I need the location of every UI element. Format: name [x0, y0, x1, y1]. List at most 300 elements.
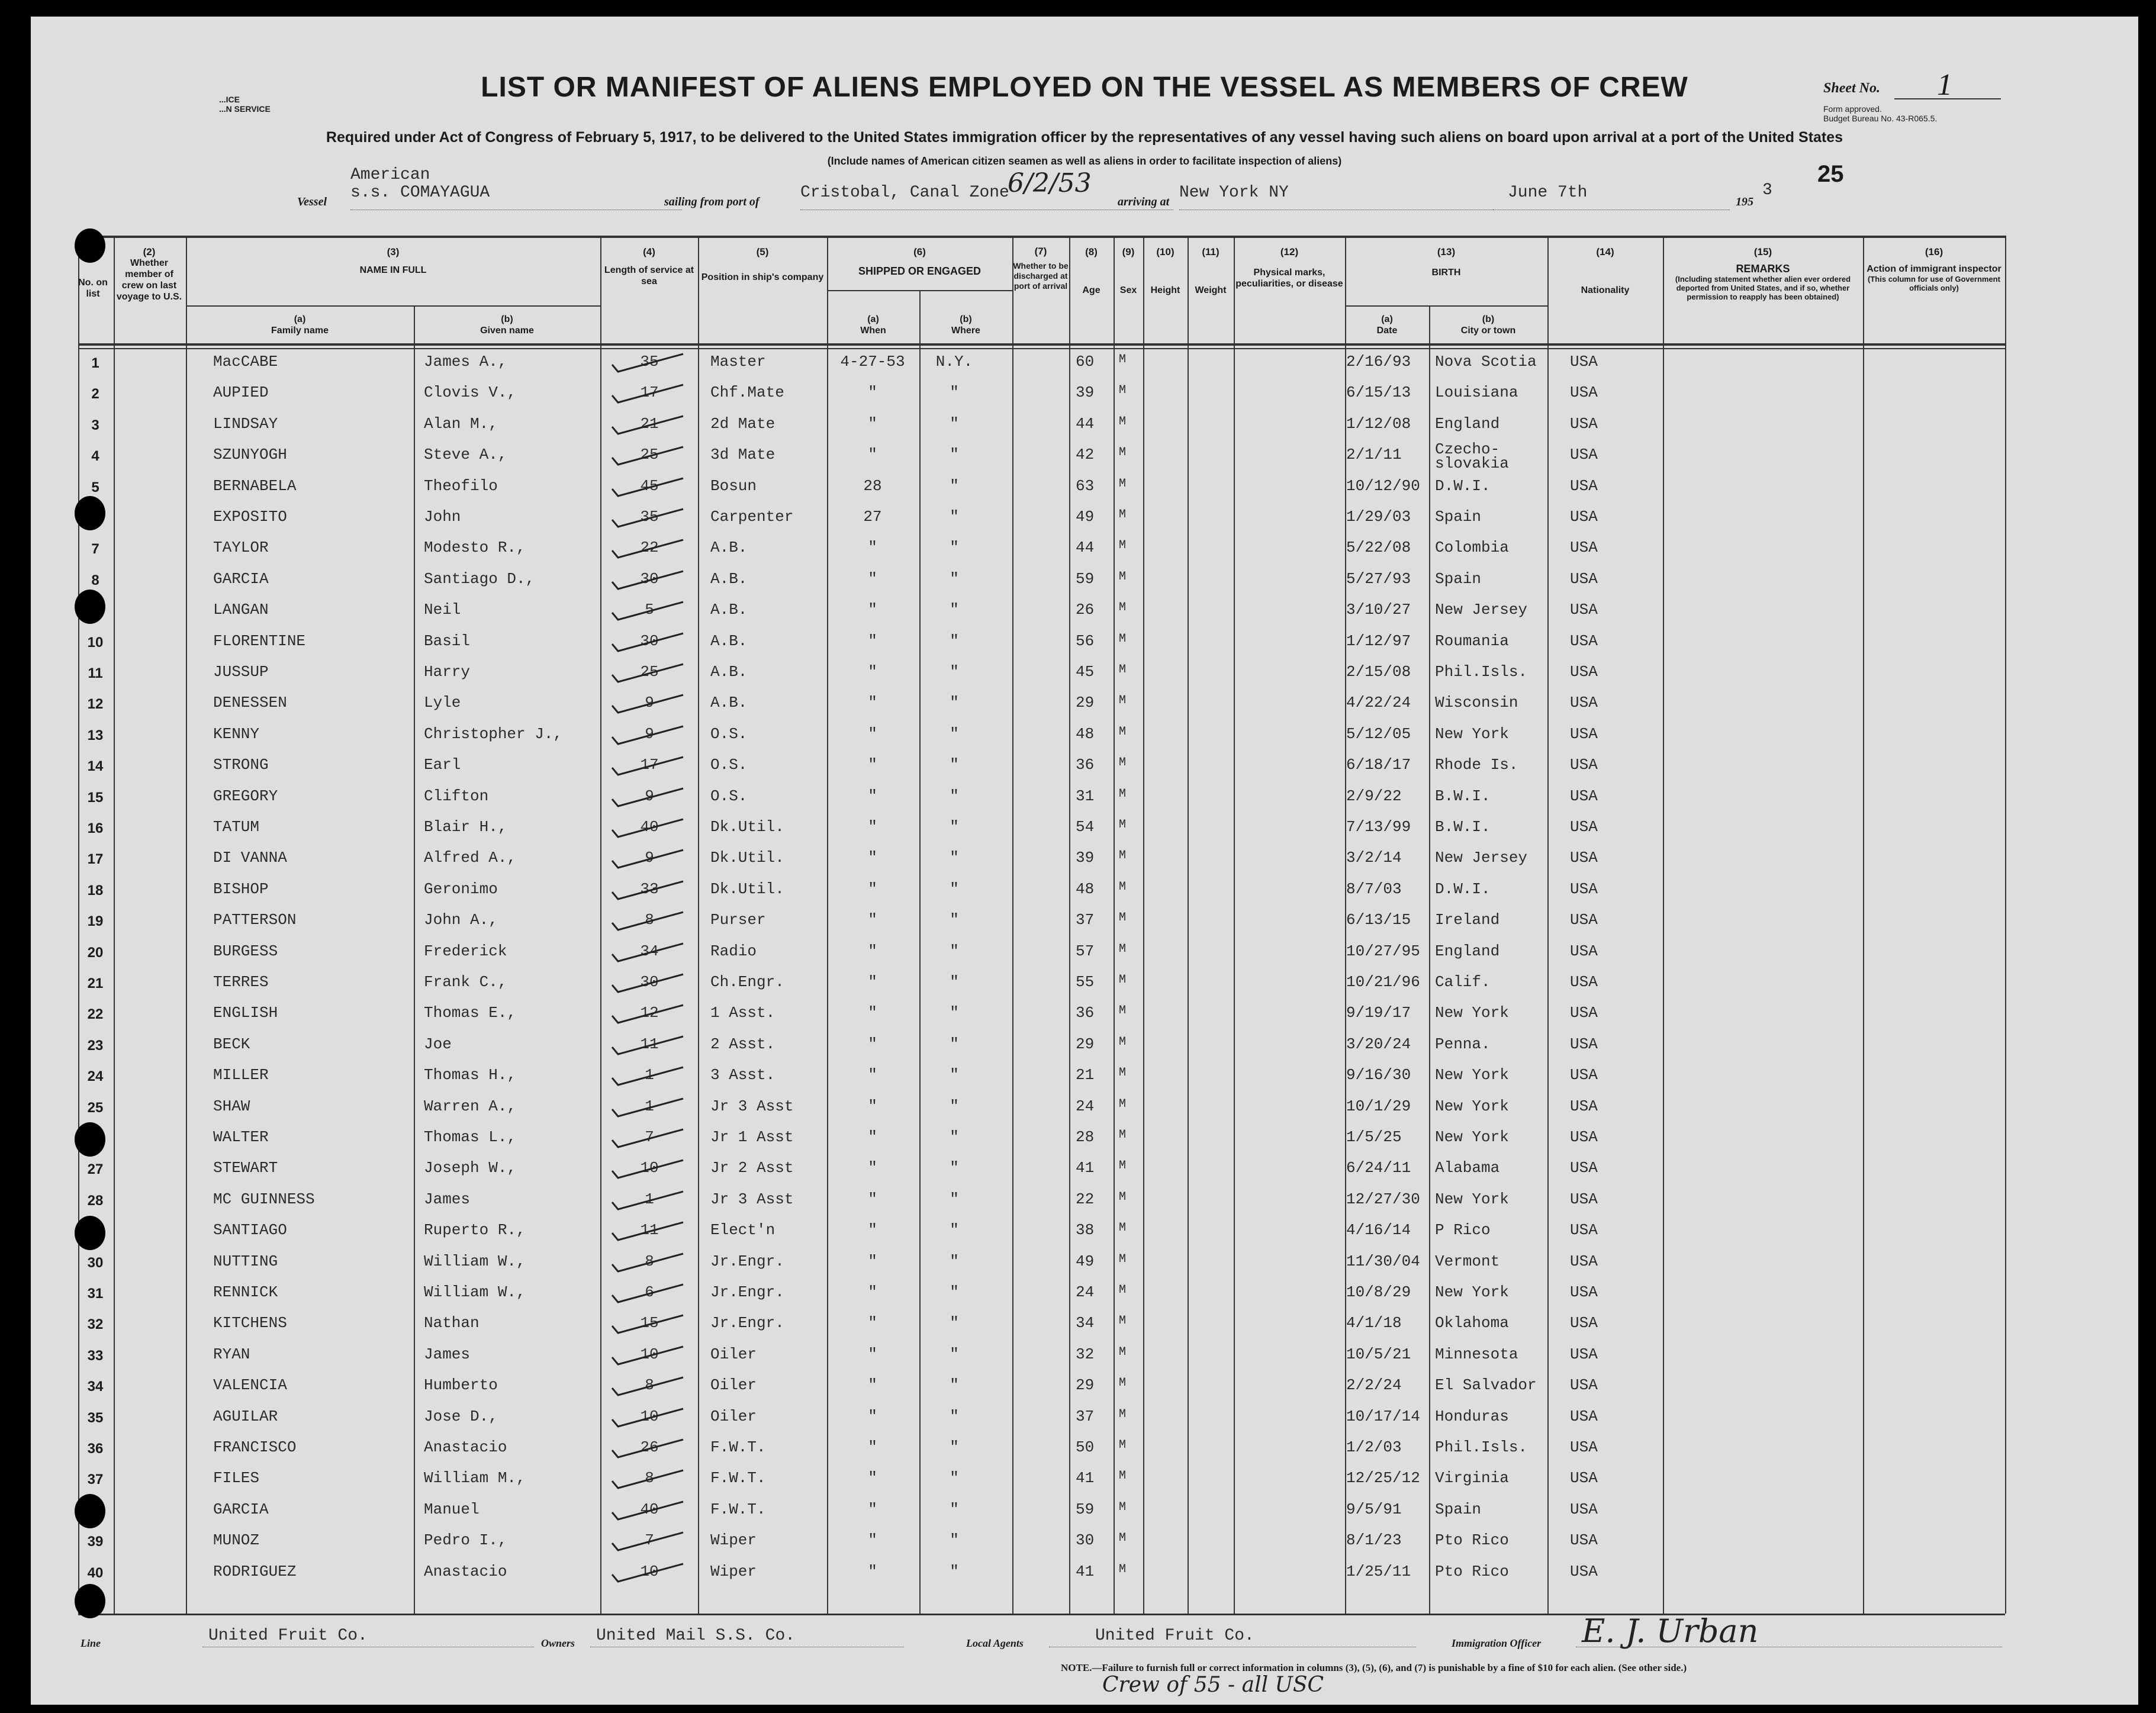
- strike-mark: [610, 445, 687, 468]
- cell-city: Spain: [1435, 508, 1482, 526]
- cell-service: 45: [640, 476, 659, 495]
- col-7-number: (7): [1034, 246, 1047, 257]
- cell-where: ": [950, 787, 959, 805]
- cell-family: BURGESS: [213, 942, 278, 960]
- cell-family: PATTERSON: [213, 911, 297, 929]
- cell-family: LANGAN: [213, 601, 269, 619]
- cell-city: B.W.I.: [1435, 818, 1491, 836]
- cell-family: FILES: [213, 1469, 260, 1487]
- cell-sex: M: [1119, 1190, 1127, 1204]
- cell-city: Vermont: [1435, 1252, 1500, 1270]
- line-label: Line: [81, 1637, 101, 1649]
- strike-mark: [610, 1251, 687, 1275]
- col-no-header: No. on list: [78, 278, 108, 299]
- cell-family: MacCABE: [213, 353, 278, 371]
- cell-given: Anastacio: [424, 1438, 507, 1456]
- cell-service: 35: [640, 353, 659, 371]
- cell-where: ": [950, 1035, 959, 1053]
- cell-sex: M: [1119, 942, 1127, 956]
- cell-city: England: [1435, 942, 1500, 960]
- col-10-header: Height: [1150, 285, 1180, 295]
- cell-when: ": [868, 663, 877, 681]
- cell-nat: USA: [1570, 880, 1598, 898]
- cell-age: 36: [1076, 1004, 1095, 1022]
- form-approved-text: Form approved.: [1823, 104, 1882, 114]
- cell-when: ": [868, 384, 877, 402]
- cell-service: 21: [640, 414, 659, 433]
- cell-when: 27: [863, 508, 882, 526]
- cell-when: ": [868, 1035, 877, 1053]
- col-11-header: Weight: [1195, 285, 1227, 295]
- arriving-label: arriving at: [1118, 195, 1170, 208]
- cell-date: 1/2/03: [1346, 1438, 1402, 1456]
- cell-when: ": [868, 973, 877, 991]
- cell-city: D.W.I.: [1435, 880, 1491, 898]
- cell-family: RENNICK: [213, 1283, 278, 1301]
- cell-when: ": [868, 1376, 877, 1395]
- cell-given: Warren A.,: [424, 1097, 517, 1115]
- row-number: 18: [87, 882, 104, 899]
- strike-mark: [610, 382, 687, 406]
- cell-nat: USA: [1570, 663, 1598, 681]
- strike-mark: [610, 786, 687, 810]
- vessel-label: Vessel: [297, 195, 327, 208]
- sailing-port: Cristobal, Canal Zone: [800, 183, 1009, 202]
- strike-mark: [610, 1344, 687, 1368]
- cell-where: ": [950, 942, 959, 960]
- cell-nat: USA: [1570, 1066, 1598, 1084]
- cell-date: 8/1/23: [1346, 1531, 1402, 1550]
- cell-when: 28: [863, 476, 882, 495]
- cell-position: Jr 3 Asst: [710, 1097, 794, 1115]
- cell-given: Joe: [424, 1035, 452, 1053]
- cell-age: 56: [1076, 632, 1095, 650]
- row-number: 35: [87, 1409, 104, 1426]
- cell-nat: USA: [1570, 1562, 1598, 1580]
- cell-sex: M: [1119, 756, 1127, 770]
- cell-position: Purser: [710, 911, 766, 929]
- cell-given: Harry: [424, 663, 471, 681]
- strike-mark: [610, 1189, 687, 1213]
- col-4-number: (4): [643, 246, 655, 257]
- cell-service: 9: [645, 694, 654, 712]
- sailing-label: sailing from port of: [664, 195, 760, 208]
- cell-family: MILLER: [213, 1066, 269, 1084]
- punch-hole: [75, 590, 105, 624]
- cell-when: ": [868, 694, 877, 712]
- cell-age: 42: [1076, 446, 1095, 464]
- cell-family: DENESSEN: [213, 694, 287, 712]
- cell-date: 10/17/14: [1346, 1407, 1420, 1425]
- cell-service: 10: [640, 1159, 659, 1177]
- cell-family: WALTER: [213, 1128, 269, 1146]
- cell-when: ": [868, 1345, 877, 1363]
- cell-sex: M: [1119, 1035, 1127, 1049]
- cell-city: Roumania: [1435, 632, 1509, 650]
- cell-position: 2d Mate: [710, 414, 775, 433]
- row-number: 19: [87, 913, 104, 930]
- cell-service: 9: [645, 787, 654, 805]
- strike-mark: [610, 1158, 687, 1181]
- cell-where: ": [950, 476, 959, 495]
- col-2-header: Whether member of crew on last voyage to U.S.: [116, 258, 182, 302]
- cell-family: RODRIGUEZ: [213, 1562, 297, 1580]
- strike-mark: [610, 1034, 687, 1058]
- cell-given: Neil: [424, 601, 461, 619]
- strike-mark: [610, 631, 687, 655]
- cell-given: William W.,: [424, 1252, 526, 1270]
- row-number: 12: [87, 696, 104, 713]
- cell-where: ": [950, 1562, 959, 1580]
- strike-mark: [610, 1096, 687, 1120]
- cell-service: 1: [645, 1066, 654, 1084]
- cell-sex: M: [1119, 694, 1127, 708]
- cell-given: Santiago D.,: [424, 569, 535, 588]
- cell-given: Joseph W.,: [424, 1159, 517, 1177]
- cell-date: 2/9/22: [1346, 787, 1402, 805]
- cell-nat: USA: [1570, 508, 1598, 526]
- col-6-header: SHIPPED OR ENGAGED: [858, 265, 982, 277]
- row-number: 16: [87, 820, 104, 836]
- cell-age: 29: [1076, 1376, 1095, 1395]
- cell-nat: USA: [1570, 1004, 1598, 1022]
- cell-city: Penna.: [1435, 1035, 1491, 1053]
- cell-service: 10: [640, 1407, 659, 1425]
- cell-sex: M: [1119, 1376, 1127, 1390]
- cell-city: Oklahoma: [1435, 1314, 1509, 1332]
- cell-when: ": [868, 1221, 877, 1239]
- cell-where: ": [950, 1438, 959, 1456]
- cell-given: Thomas H.,: [424, 1066, 517, 1084]
- cell-family: AUPIED: [213, 384, 269, 402]
- service-stamp: ...ICE ...N SERVICE: [219, 95, 271, 114]
- cell-date: 1/12/08: [1346, 414, 1411, 433]
- cell-where: ": [950, 694, 959, 712]
- row-number: 36: [87, 1441, 104, 1457]
- arriving-port: New York NY: [1179, 183, 1289, 202]
- cell-family: VALENCIA: [213, 1376, 287, 1395]
- cell-age: 60: [1076, 353, 1095, 371]
- strike-mark: [610, 476, 687, 500]
- cell-date: 6/15/13: [1346, 384, 1411, 402]
- cell-age: 50: [1076, 1438, 1095, 1456]
- cell-city: Virginia: [1435, 1469, 1509, 1487]
- col-15-note: (Including statement whether alien ever ordered deported from United States, and if so, whether permission to reapply has been obtained): [1675, 275, 1851, 301]
- cell-service: 25: [640, 446, 659, 464]
- cell-nat: USA: [1570, 1438, 1598, 1456]
- strike-mark: [610, 1282, 687, 1306]
- cell-given: Basil: [424, 632, 471, 650]
- col-5-number: (5): [756, 246, 769, 257]
- cell-sex: M: [1119, 1531, 1127, 1545]
- cell-position: Jr 2 Asst: [710, 1159, 794, 1177]
- row-number: 11: [88, 665, 103, 681]
- cell-nat: USA: [1570, 1345, 1598, 1363]
- cell-family: GARCIA: [213, 569, 269, 588]
- cell-where: ": [950, 818, 959, 836]
- cell-age: 49: [1076, 1252, 1095, 1270]
- cell-sex: M: [1119, 849, 1127, 863]
- cell-sex: M: [1119, 476, 1127, 491]
- cell-nat: USA: [1570, 1469, 1598, 1487]
- cell-family: SZUNYOGH: [213, 446, 287, 464]
- cell-date: 1/5/25: [1346, 1128, 1402, 1146]
- cell-where: ": [950, 508, 959, 526]
- cell-given: James: [424, 1345, 471, 1363]
- cell-nat: USA: [1570, 1531, 1598, 1550]
- cell-date: 1/12/97: [1346, 632, 1411, 650]
- col-3-header: NAME IN FULL: [359, 265, 427, 275]
- cell-position: Oiler: [710, 1345, 757, 1363]
- cell-date: 2/1/11: [1346, 446, 1402, 464]
- cell-date: 3/20/24: [1346, 1035, 1411, 1053]
- row-number: 3: [91, 417, 99, 433]
- cell-service: 30: [640, 632, 659, 650]
- col-15-header: REMARKS: [1736, 263, 1790, 275]
- col-13-number: (13): [1437, 246, 1456, 257]
- row-number: 23: [87, 1037, 104, 1054]
- cell-service: 11: [640, 1221, 659, 1239]
- col-16-header: Action of immigrant inspector: [1867, 264, 2001, 274]
- cell-city: P Rico: [1435, 1221, 1491, 1239]
- cell-where: ": [950, 1066, 959, 1084]
- cell-position: A.B.: [710, 694, 748, 712]
- cell-when: ": [868, 725, 877, 743]
- cell-given: Clifton: [424, 787, 489, 805]
- cell-service: 17: [640, 756, 659, 774]
- strike-mark: [610, 1003, 687, 1026]
- cell-family: GREGORY: [213, 787, 278, 805]
- cell-where: ": [950, 1407, 959, 1425]
- cell-age: 39: [1076, 849, 1095, 867]
- cell-age: 24: [1076, 1283, 1095, 1301]
- cell-city: New York: [1435, 725, 1509, 743]
- cell-sex: M: [1119, 414, 1127, 429]
- row-number: 21: [87, 975, 104, 991]
- cell-sex: M: [1119, 508, 1127, 521]
- cell-position: 3 Asst.: [710, 1066, 775, 1084]
- cell-age: 34: [1076, 1314, 1095, 1332]
- cell-date: 8/7/03: [1346, 880, 1402, 898]
- col-9-header: Sex: [1119, 285, 1137, 295]
- row-number: 34: [87, 1379, 104, 1395]
- cell-service: 8: [645, 1252, 654, 1270]
- cell-sex: M: [1119, 1128, 1127, 1142]
- cell-given: Thomas L.,: [424, 1128, 517, 1146]
- row-number: 20: [87, 944, 104, 961]
- cell-nat: USA: [1570, 539, 1598, 557]
- cell-age: 41: [1076, 1159, 1095, 1177]
- cell-where: ": [950, 1283, 959, 1301]
- strike-mark: [610, 1530, 687, 1554]
- cell-sex: M: [1119, 1159, 1127, 1173]
- cell-family: KITCHENS: [213, 1314, 287, 1332]
- cell-given: Geronimo: [424, 880, 498, 898]
- cell-city: El Salvador: [1435, 1376, 1537, 1395]
- cell-service: 26: [640, 1438, 659, 1456]
- cell-nat: USA: [1570, 1035, 1598, 1053]
- cell-where: ": [950, 539, 959, 557]
- cell-where: ": [950, 569, 959, 588]
- handwritten-crew-note: Crew of 55 - all USC: [1102, 1673, 1324, 1697]
- owners-label: Owners: [541, 1637, 575, 1649]
- cell-nat: USA: [1570, 818, 1598, 836]
- cell-given: Ruperto R.,: [424, 1221, 526, 1239]
- cell-age: 37: [1076, 911, 1095, 929]
- row-number: 22: [87, 1006, 104, 1023]
- cell-family: FLORENTINE: [213, 632, 306, 650]
- cell-when: ": [868, 942, 877, 960]
- cell-family: TATUM: [213, 818, 260, 836]
- cell-family: EXPOSITO: [213, 508, 287, 526]
- cell-service: 8: [645, 911, 654, 929]
- cell-age: 41: [1076, 1562, 1095, 1580]
- cell-sex: M: [1119, 1314, 1127, 1328]
- cell-family: LINDSAY: [213, 414, 278, 433]
- cell-city: Pto Rico: [1435, 1562, 1509, 1580]
- col-4-header: Length of service at sea: [604, 265, 694, 286]
- col-16-number: (16): [1925, 246, 1943, 257]
- cell-where: ": [950, 756, 959, 774]
- cell-age: 22: [1076, 1190, 1095, 1208]
- year-suffix: 3: [1762, 181, 1772, 199]
- cell-age: 24: [1076, 1097, 1095, 1115]
- strike-mark: [610, 1561, 687, 1585]
- cell-position: A.B.: [710, 663, 748, 681]
- cell-when: ": [868, 1128, 877, 1146]
- cell-age: 36: [1076, 756, 1095, 774]
- cell-city: Ireland: [1435, 911, 1500, 929]
- cell-age: 45: [1076, 663, 1095, 681]
- cell-family: MC GUINNESS: [213, 1190, 315, 1208]
- cell-service: 22: [640, 539, 659, 557]
- row-number: 8: [91, 572, 99, 588]
- cell-date: 9/5/91: [1346, 1500, 1402, 1518]
- cell-position: Carpenter: [710, 508, 794, 526]
- strike-mark: [610, 972, 687, 996]
- cell-when: ": [868, 414, 877, 433]
- cell-sex: M: [1119, 880, 1127, 894]
- cell-date: 4/1/18: [1346, 1314, 1402, 1332]
- cell-sex: M: [1119, 1469, 1127, 1483]
- cell-when: ": [868, 1469, 877, 1487]
- col-6a-header: (a) When: [860, 314, 886, 336]
- cell-position: A.B.: [710, 539, 748, 557]
- cell-nat: USA: [1570, 756, 1598, 774]
- cell-sex: M: [1119, 1283, 1127, 1297]
- cell-given: Thomas E.,: [424, 1004, 517, 1022]
- cell-date: 5/27/93: [1346, 569, 1411, 588]
- cell-service: 8: [645, 1376, 654, 1395]
- budget-bureau-text: Budget Bureau No. 43-R065.5.: [1823, 114, 1938, 123]
- footer-note: NOTE.—Failure to furnish full or correct information in columns (3), (5), (6), and (7) is punishable by a fine of $10 for each alien. (See other side.): [1061, 1662, 1687, 1673]
- strike-mark: [610, 755, 687, 778]
- cell-city: Alabama: [1435, 1159, 1500, 1177]
- cell-sex: M: [1119, 725, 1127, 739]
- cell-sex: M: [1119, 384, 1127, 398]
- strike-mark: [610, 569, 687, 593]
- cell-where: ": [950, 1252, 959, 1270]
- agents-value: United Fruit Co.: [1095, 1627, 1254, 1645]
- cell-position: Elect'n: [710, 1221, 775, 1239]
- cell-where: ": [950, 414, 959, 433]
- cell-when: ": [868, 1314, 877, 1332]
- row-number: 13: [87, 727, 104, 743]
- document-title: LIST OR MANIFEST OF ALIENS EMPLOYED ON THE VESSEL AS MEMBERS OF CREW: [481, 72, 1688, 103]
- cell-date: 10/8/29: [1346, 1283, 1411, 1301]
- col-3a-header: (a) Family name: [271, 314, 329, 336]
- cell-when: ": [868, 1004, 877, 1022]
- cell-service: 17: [640, 384, 659, 402]
- cell-service: 35: [640, 508, 659, 526]
- strike-mark: [610, 879, 687, 903]
- cell-position: Dk.Util.: [710, 849, 784, 867]
- strike-mark: [610, 724, 687, 748]
- strike-mark: [610, 1065, 687, 1089]
- cell-date: 9/19/17: [1346, 1004, 1411, 1022]
- cell-date: 12/27/30: [1346, 1190, 1420, 1208]
- cell-nat: USA: [1570, 1500, 1598, 1518]
- cell-age: 38: [1076, 1221, 1095, 1239]
- form-approved: [1823, 104, 1937, 123]
- row-number: 40: [87, 1564, 104, 1581]
- cell-where: ": [950, 1221, 959, 1239]
- cell-date: 6/24/11: [1346, 1159, 1411, 1177]
- cell-where: ": [950, 880, 959, 898]
- cell-where: ": [950, 1159, 959, 1177]
- cell-given: James: [424, 1190, 471, 1208]
- cell-given: John A.,: [424, 911, 498, 929]
- cell-when: ": [868, 1531, 877, 1550]
- cell-date: 1/29/03: [1346, 508, 1411, 526]
- col-13a-header: (a) Date: [1376, 314, 1398, 336]
- cell-when: ": [868, 1283, 877, 1301]
- vessel-flag: American: [350, 166, 430, 184]
- cell-service: 5: [645, 601, 654, 619]
- cell-age: 59: [1076, 1500, 1095, 1518]
- cell-family: BECK: [213, 1035, 250, 1053]
- cell-when: ": [868, 849, 877, 867]
- cell-age: 54: [1076, 818, 1095, 836]
- cell-city: Colombia: [1435, 539, 1509, 557]
- cell-sex: M: [1119, 1252, 1127, 1266]
- cell-where: ": [950, 911, 959, 929]
- cell-city: Louisiana: [1435, 384, 1518, 402]
- cell-service: 11: [640, 1035, 659, 1053]
- cell-family: BISHOP: [213, 880, 269, 898]
- row-number: 27: [87, 1161, 104, 1178]
- row-number: 30: [87, 1254, 104, 1271]
- cell-city: Phil.Isls.: [1435, 663, 1528, 681]
- cell-city: Calif.: [1435, 973, 1491, 991]
- cell-when: ": [868, 1190, 877, 1208]
- cell-family: NUTTING: [213, 1252, 278, 1270]
- cell-when: ": [868, 1500, 877, 1518]
- cell-when: ": [868, 1159, 877, 1177]
- strike-mark: [610, 414, 687, 437]
- cell-date: 12/25/12: [1346, 1469, 1420, 1487]
- cell-sex: M: [1119, 1438, 1127, 1452]
- cell-sex: M: [1119, 446, 1127, 460]
- cell-position: Ch.Engr.: [710, 973, 784, 991]
- cell-sex: M: [1119, 1004, 1127, 1018]
- cell-nat: USA: [1570, 725, 1598, 743]
- cell-family: AGUILAR: [213, 1407, 278, 1425]
- col-11-number: (11): [1202, 246, 1219, 257]
- cell-service: 8: [645, 1469, 654, 1487]
- cell-given: Theofilo: [424, 476, 498, 495]
- col-16-note: (This column for use of Government officials only): [1868, 275, 2000, 292]
